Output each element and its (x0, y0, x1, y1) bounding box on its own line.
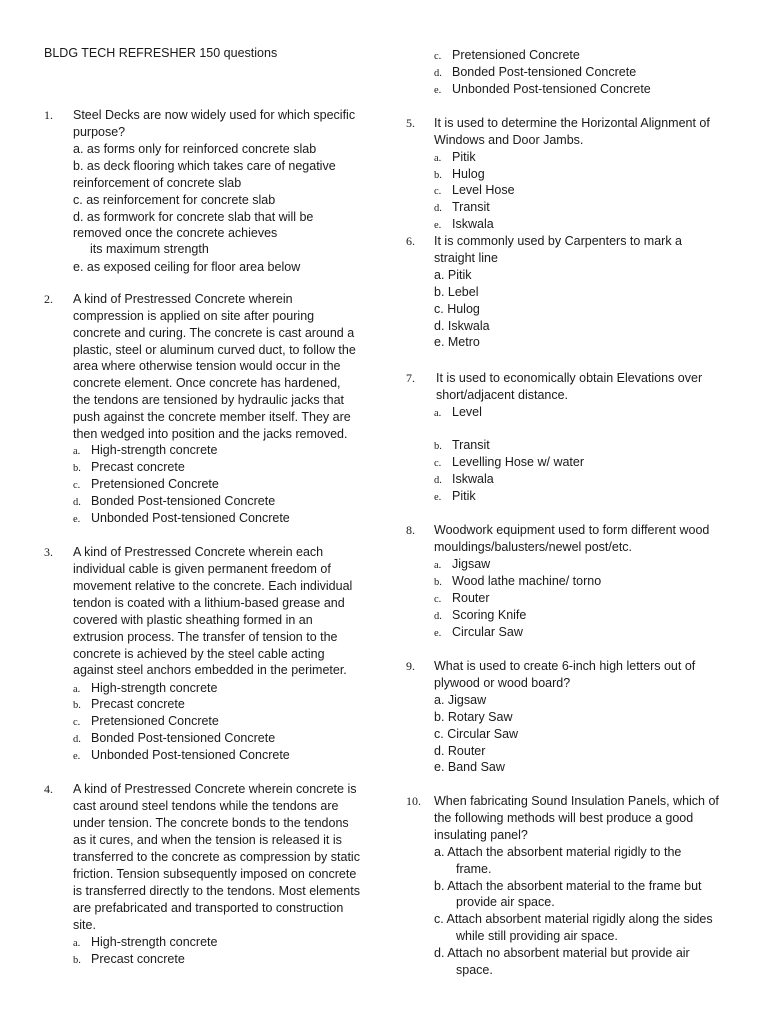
question-text: purpose? (73, 125, 126, 139)
option-text: Transit (452, 438, 490, 452)
question-text: It is used to determine the Horizontal Alignment of (434, 116, 710, 130)
question-text: mouldings/balusters/newel post/etc. (434, 540, 633, 554)
answer-option (73, 493, 275, 512)
answer-option: b. Rotary Saw (434, 710, 513, 724)
question-text: individual cable is given permanent freedom of (73, 562, 331, 576)
answer-option (73, 713, 219, 732)
option-letter: d. (434, 68, 442, 79)
question-text: concrete and curing. The concrete is cast around a (73, 326, 355, 340)
answer-option (434, 437, 490, 456)
answer-option (73, 747, 290, 766)
answer-option (73, 730, 275, 749)
option-letter: e. (434, 85, 442, 96)
answer-option (434, 590, 490, 609)
option-text: Wood lathe machine/ torno (452, 574, 602, 588)
answer-option: reinforcement of concrete slab (73, 176, 242, 190)
answer-option (434, 149, 476, 168)
page-title: BLDG TECH REFRESHER 150 questions (44, 46, 278, 60)
option-text: High-strength concrete (91, 443, 218, 457)
option-text: Precast concrete (91, 952, 185, 966)
option-letter: c. (434, 51, 442, 62)
answer-option: c. Circular Saw (434, 727, 519, 741)
answer-option (73, 510, 290, 529)
answer-option (434, 182, 515, 201)
option-letter: b. (73, 700, 81, 711)
question-text: movement relative to the concrete. Each individual (73, 579, 353, 593)
question-text: short/adjacent distance. (436, 388, 569, 402)
answer-option (73, 951, 185, 970)
answer-option (73, 459, 185, 478)
option-text: Scoring Knife (452, 608, 527, 622)
option-text: Unbonded Post-tensioned Concrete (91, 511, 290, 525)
answer-option (434, 454, 584, 473)
answer-option (434, 64, 636, 83)
answer-option (73, 442, 217, 461)
answer-option: e. Band Saw (434, 760, 505, 774)
question-text: A kind of Prestressed Concrete wherein concrete is (73, 782, 357, 796)
option-letter: d. (434, 611, 442, 622)
option-letter: c. (73, 480, 81, 491)
option-text: Transit (452, 200, 490, 214)
question-text: What is used to create 6-inch high letters out of (434, 659, 696, 673)
question-text: against steel anchors embedded in the perimeter. (73, 663, 347, 677)
question-text: covered with plastic sheathing formed in an (73, 613, 313, 627)
option-text: Precast concrete (91, 460, 185, 474)
answer-option (434, 199, 490, 218)
question-number: 7. (406, 371, 415, 385)
question-number: 8. (406, 523, 415, 537)
option-text: Unbonded Post-tensioned Concrete (91, 748, 290, 762)
option-text: Levelling Hose w/ water (452, 455, 585, 469)
question-text: Woodwork equipment used to form different wood (434, 523, 710, 537)
option-letter: c. (434, 458, 442, 469)
option-letter: b. (434, 577, 442, 588)
question-text: plywood or wood board? (434, 676, 571, 690)
question-text: is transferred directly to the tendons. Most elements (73, 884, 360, 898)
option-text: Bonded Post-tensioned Concrete (91, 494, 276, 508)
question-text: site. (73, 918, 96, 932)
option-text: Pretensioned Concrete (452, 48, 580, 62)
answer-option: c. Hulog (434, 302, 480, 316)
question-text: then wedged into position and the jacks removed. (73, 427, 348, 441)
option-text: Level Hose (452, 183, 515, 197)
answer-option: space. (456, 963, 493, 977)
answer-option: b. as deck flooring which takes care of negative (73, 159, 336, 173)
option-letter: a. (73, 684, 81, 695)
option-letter: c. (434, 594, 442, 605)
question-text: concrete element. Once concrete has hardened, (73, 376, 341, 390)
option-letter: d. (434, 203, 442, 214)
answer-option (434, 556, 490, 575)
question-text: push against the concrete member itself. They are (73, 410, 351, 424)
question-number: 4. (44, 782, 53, 796)
answer-option: b. Attach the absorbent material to the frame but (434, 879, 702, 893)
answer-option: a. as forms only for reinforced concrete slab (73, 142, 317, 156)
question-text: tendon is coated with a lithium-based grease and (73, 596, 345, 610)
option-text: Jigsaw (452, 557, 491, 571)
answer-option (434, 81, 651, 100)
answer-option: removed once the concrete achieves (73, 226, 278, 240)
answer-option (434, 573, 601, 592)
option-letter: b. (73, 955, 81, 966)
answer-option (434, 216, 494, 235)
answer-option (73, 696, 185, 715)
answer-option: a. Attach the absorbent material rigidly to the (434, 845, 682, 859)
option-text: Iskwala (452, 472, 494, 486)
question-text: the tendons are tensioned by hydraulic jacks that (73, 393, 345, 407)
answer-option: e. Metro (434, 335, 480, 349)
option-text: Router (452, 591, 490, 605)
question-number: 2. (44, 292, 53, 306)
option-letter: a. (73, 446, 81, 457)
answer-option (434, 624, 523, 643)
question-text: Steel Decks are now widely used for which specific (73, 108, 356, 122)
option-letter: a. (73, 938, 81, 949)
option-text: Pitik (452, 489, 476, 503)
answer-option: a. Jigsaw (434, 693, 487, 707)
option-text: Circular Saw (452, 625, 523, 639)
answer-option: d. as formwork for concrete slab that will be (73, 210, 314, 224)
answer-option: b. Lebel (434, 285, 479, 299)
option-letter: a. (434, 408, 442, 419)
option-text: Bonded Post-tensioned Concrete (452, 65, 637, 79)
answer-option: frame. (456, 862, 492, 876)
question-text: transferred to the concrete as compression by static (73, 850, 360, 864)
question-text: friction. Tension subsequently imposed on concrete (73, 867, 357, 881)
question-text: under tension. The concrete bonds to the tendons (73, 816, 349, 830)
answer-option: its maximum strength (90, 242, 209, 256)
answer-option: d. Router (434, 744, 486, 758)
question-text: the following methods will best produce a good (434, 811, 694, 825)
option-letter: e. (73, 751, 81, 762)
answer-option (434, 404, 482, 423)
question-text: plastic, steel or aluminum curved duct, to follow the (73, 343, 356, 357)
option-letter: b. (434, 170, 442, 181)
question-text: cast around steel tendons while the tendons are (73, 799, 339, 813)
answer-option (73, 476, 219, 495)
question-text: When fabricating Sound Insulation Panels, which of (434, 794, 719, 808)
question-number: 9. (406, 659, 415, 673)
answer-option: e. as exposed ceiling for floor area below (73, 260, 301, 274)
option-letter: d. (434, 475, 442, 486)
question-number: 1. (44, 108, 53, 122)
option-text: High-strength concrete (91, 935, 218, 949)
option-letter: c. (434, 186, 442, 197)
option-text: High-strength concrete (91, 681, 218, 695)
question-text: Windows and Door Jambs. (434, 133, 584, 147)
option-text: Pretensioned Concrete (91, 477, 219, 491)
answer-option: c. Attach absorbent material rigidly along the sides (434, 912, 713, 926)
option-letter: e. (434, 628, 442, 639)
answer-option: d. Iskwala (434, 319, 490, 333)
answer-option (73, 934, 217, 953)
answer-option: a. Pitik (434, 268, 472, 282)
question-text: as it cures, and when the tension is released it is (73, 833, 342, 847)
option-letter: b. (73, 463, 81, 474)
option-text: Pitik (452, 150, 476, 164)
answer-option: provide air space. (456, 895, 555, 909)
question-text: compression is applied on site after pouring (73, 309, 315, 323)
question-text: It is commonly used by Carpenters to mark a (434, 234, 683, 248)
option-text: Iskwala (452, 217, 494, 231)
option-text: Precast concrete (91, 697, 185, 711)
option-letter: e. (434, 492, 442, 503)
question-number: 10. (406, 794, 421, 808)
question-text: are prefabricated and transported to construction (73, 901, 344, 915)
option-letter: a. (434, 153, 442, 164)
question-text: area where otherwise tension would occur in the (73, 359, 341, 373)
answer-option (434, 607, 526, 626)
answer-option (434, 471, 494, 490)
option-text: Pretensioned Concrete (91, 714, 219, 728)
question-text: It is used to economically obtain Elevations over (436, 371, 703, 385)
option-letter: d. (73, 497, 81, 508)
option-text: Hulog (452, 167, 485, 181)
option-letter: e. (73, 514, 81, 525)
option-text: Level (452, 405, 482, 419)
option-letter: b. (434, 441, 442, 452)
option-text: Unbonded Post-tensioned Concrete (452, 82, 651, 96)
answer-option (434, 47, 580, 66)
answer-option: c. as reinforcement for concrete slab (73, 193, 276, 207)
question-number: 3. (44, 545, 53, 559)
option-letter: d. (73, 734, 81, 745)
answer-option: while still providing air space. (456, 929, 618, 943)
question-text: straight line (434, 251, 498, 265)
question-number: 6. (406, 234, 415, 248)
question-text: insulating panel? (434, 828, 528, 842)
option-letter: c. (73, 717, 81, 728)
question-number: 5. (406, 116, 415, 130)
question-text: A kind of Prestressed Concrete wherein (73, 292, 293, 306)
question-text: concrete is achieved by the steel cable acting (73, 647, 325, 661)
option-letter: a. (434, 560, 442, 571)
option-text: Bonded Post-tensioned Concrete (91, 731, 276, 745)
question-text: extrusion process. The transfer of tension to the (73, 630, 338, 644)
answer-option: d. Attach no absorbent material but provide air (434, 946, 690, 960)
option-letter: e. (434, 220, 442, 231)
answer-option (434, 488, 476, 507)
question-text: A kind of Prestressed Concrete wherein each (73, 545, 324, 559)
